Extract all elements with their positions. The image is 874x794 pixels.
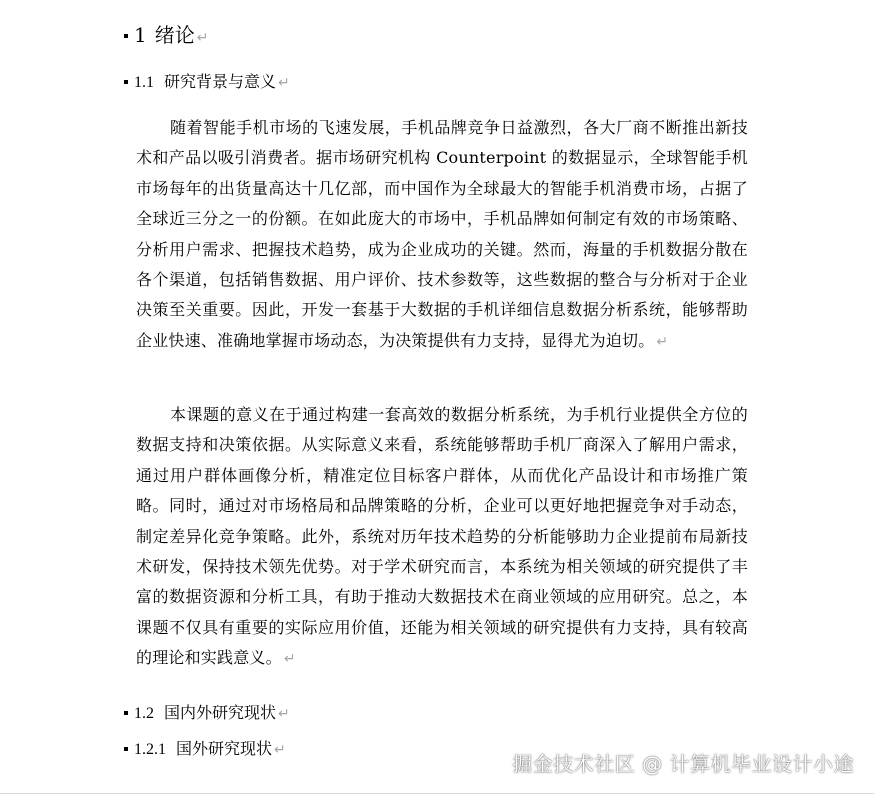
list-bullet-icon (124, 747, 128, 751)
body-paragraph-1 (136, 113, 748, 357)
heading-title: 国外研究现状 (176, 739, 273, 758)
paragraph-mark-icon: ↵ (278, 75, 290, 91)
heading-number: 1.1 (134, 74, 154, 91)
heading-chapter-1 (124, 25, 208, 45)
heading-title: 研究背景与意义 (164, 72, 277, 91)
heading-section-1-2-1 (124, 741, 286, 758)
heading-title: 国内外研究现状 (164, 703, 277, 722)
paragraph-mark-icon: ↵ (656, 333, 669, 350)
paragraph-mark-icon: ↵ (283, 651, 296, 668)
heading-number: 1 (134, 23, 147, 47)
paragraph-mark-icon: ↵ (274, 742, 286, 758)
paragraph-mark-icon: ↵ (196, 30, 209, 46)
list-bullet-icon (124, 711, 128, 715)
list-bullet-icon (124, 80, 128, 84)
list-bullet-icon (124, 34, 128, 38)
watermark: 掘金技术社区 @ 计算机毕业设计小途 (512, 752, 854, 776)
heading-section-1-1 (124, 74, 290, 91)
paragraph-text: 本课题的意义在于通过构建一套高效的数据分析系统，为手机行业提供全方位的数据支持和决策依据。从实际意义来看，系统能够帮助手机厂商深入了解用户需求，通过用户群体画像分析，精准定位目标客户群体，从而优化产品设计和市场推广策略。同时，通过对市场格局和品牌策略的分析，企业可以更好地把握竞争对手动态，制定差异化竞争策略。此外，系统对历年技术趋势的分析能够助力企业提前布局新技术研发，保持技术领先优势。对于学术研究而言，本系统为相关领域的研究提供了丰富的数据资源和分析工具，有助于推动大数据技术在商业领域的应用研究。总之，本课题不仅具有重要的实际应用价值，还能为相关领域的研究提供有力支持，具有较高的理论和实践意义。 (136, 405, 748, 668)
paragraph-mark-icon: ↵ (278, 706, 290, 722)
heading-title: 绪论 (154, 23, 195, 47)
heading-number: 1.2.1 (134, 741, 166, 758)
heading-number: 1.2 (134, 705, 154, 722)
heading-section-1-2 (124, 705, 290, 722)
body-paragraph-2 (136, 400, 748, 675)
paragraph-text: 随着智能手机市场的飞速发展，手机品牌竞争日益激烈，各大厂商不断推出新技术和产品以吸引消费者。据市场研究机构 Counterpoint 的数据显示，全球智能手机市场每年的出货量高达十几亿部，而中国作为全球最大的智能手机消费市场，占据了全球近三分之一的份额。在如此庞大的市场中，手机品牌如何制定有效的市场策略、分析用户需求、把握技术趋势，成为企业成功的关键。然而，海量的手机数据分散在各个渠道，包括销售数据、用户评价、技术参数等，这些数据的整合与分析对于企业决策至关重要。因此，开发一套基于大数据的手机详细信息数据分析系统，能够帮助企业快速、准确地掌握市场动态，为决策提供有力支持，显得尤为迫切。 (136, 118, 748, 350)
